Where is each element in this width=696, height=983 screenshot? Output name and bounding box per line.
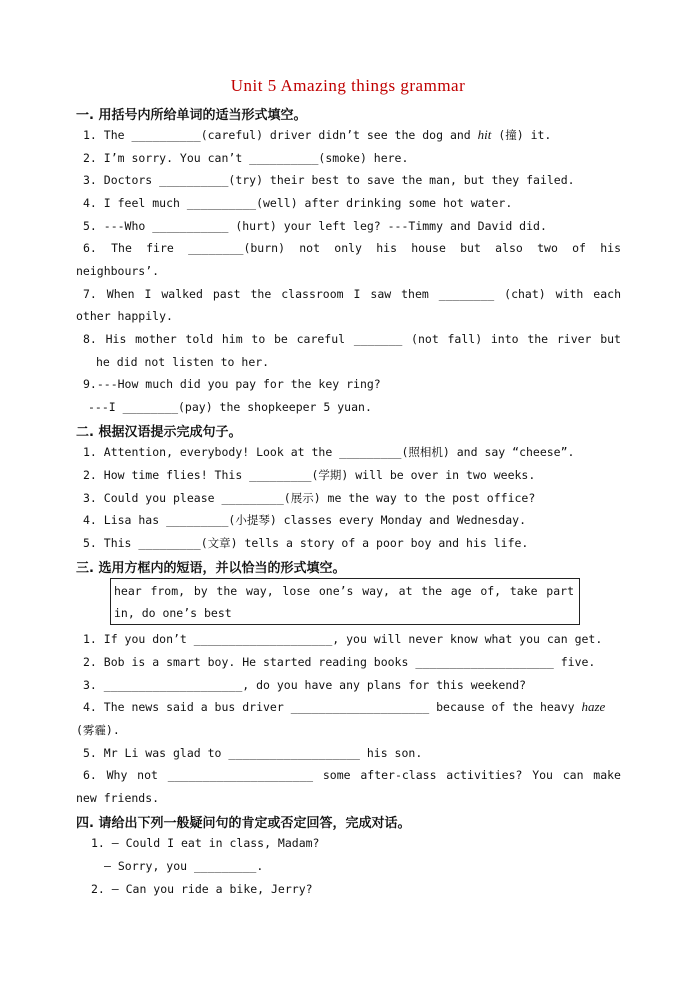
p3-q1: 1. If you don’t ____________________, you will never know what you can get. <box>83 632 603 646</box>
p1-q1-text-a: 1. The __________(careful) driver didn’t see the dog and <box>83 128 478 142</box>
phrase-box-line2: in, do one’s best <box>114 606 232 620</box>
p3-q4-line2: (雾霾). <box>76 723 120 737</box>
section-1-heading: 一. 用括号内所给单词的适当形式填空。 <box>76 108 307 123</box>
section-2-heading: 二. 根据汉语提示完成句子。 <box>76 425 242 440</box>
p1-q1 <box>83 127 551 143</box>
p1-q5: 5. ---Who ___________ (hurt) your left leg? ---Timmy and David did. <box>83 219 547 233</box>
p1-q1-text-b: (撞) it. <box>491 128 552 142</box>
p1-q8-line2: he did not listen to her. <box>96 355 270 369</box>
p3-q4-line1 <box>83 699 605 715</box>
section-4-heading: 四. 请给出下列一般疑问句的肯定或否定回答，完成对话。 <box>76 816 411 831</box>
p1-q7-line1: 7. When I walked past the classroom I saw them ________ (chat) with each <box>83 287 621 301</box>
p2-q4: 4. Lisa has _________(小提琴) classes every Monday and Wednesday. <box>83 513 526 527</box>
p3-q4-text: 4. The news said a bus driver ____________________ because of the heavy <box>83 700 582 714</box>
phrase-box-line1: hear from, by the way, lose one’s way, at the age of, take part <box>114 584 574 598</box>
p3-q4-haze: haze <box>581 699 606 714</box>
p4-q1-answer: — Sorry, you _________. <box>104 859 264 873</box>
p3-q6-line1: 6. Why not _____________________ some after-class activities? You can make <box>83 768 621 782</box>
p1-q9-line2: ---I ________(pay) the shopkeeper 5 yuan. <box>88 400 372 414</box>
p2-q3: 3. Could you please _________(展示) me the way to the post office? <box>83 491 536 505</box>
section-3-heading: 三. 选用方框内的短语，并以恰当的形式填空。 <box>76 561 346 576</box>
phrase-box <box>110 578 580 625</box>
p1-q6-line1: 6. The fire ________(burn) not only his house but also two of his <box>83 241 621 255</box>
p1-q7-line2: other happily. <box>76 309 173 323</box>
p1-q2: 2. I’m sorry. You can’t __________(smoke) here. <box>83 151 409 165</box>
p1-q4: 4. I feel much __________(well) after drinking some hot water. <box>83 196 513 210</box>
p1-q6-line2: neighbours’. <box>76 264 160 278</box>
p3-q6-line2: new friends. <box>76 791 160 805</box>
p2-q5: 5. This _________(文章) tells a story of a poor boy and his life. <box>83 536 529 550</box>
p1-q1-hit: hit <box>477 127 492 142</box>
p1-q3: 3. Doctors __________(try) their best to save the man, but they failed. <box>83 173 575 187</box>
p1-q9-line1: 9.---How much did you pay for the key ring? <box>83 377 381 391</box>
p2-q1: 1. Attention, everybody! Look at the _________(照相机) and say “cheese”. <box>83 445 575 459</box>
p1-q8-line1: 8. His mother told him to be careful _______ (not fall) into the river but <box>83 332 621 346</box>
p3-q2: 2. Bob is a smart boy. He started reading books ____________________ five. <box>83 655 596 669</box>
p3-q5: 5. Mr Li was glad to ___________________ his son. <box>83 746 423 760</box>
p3-q3: 3. ____________________, do you have any plans for this weekend? <box>83 678 527 692</box>
p4-q2-question: 2. — Can you ride a bike, Jerry? <box>91 882 313 896</box>
p2-q2: 2. How time flies! This _________(学期) will be over in two weeks. <box>83 468 536 482</box>
worksheet-title: Unit 5 Amazing things grammar <box>230 76 466 95</box>
p4-q1-question: 1. — Could I eat in class, Madam? <box>91 836 320 850</box>
